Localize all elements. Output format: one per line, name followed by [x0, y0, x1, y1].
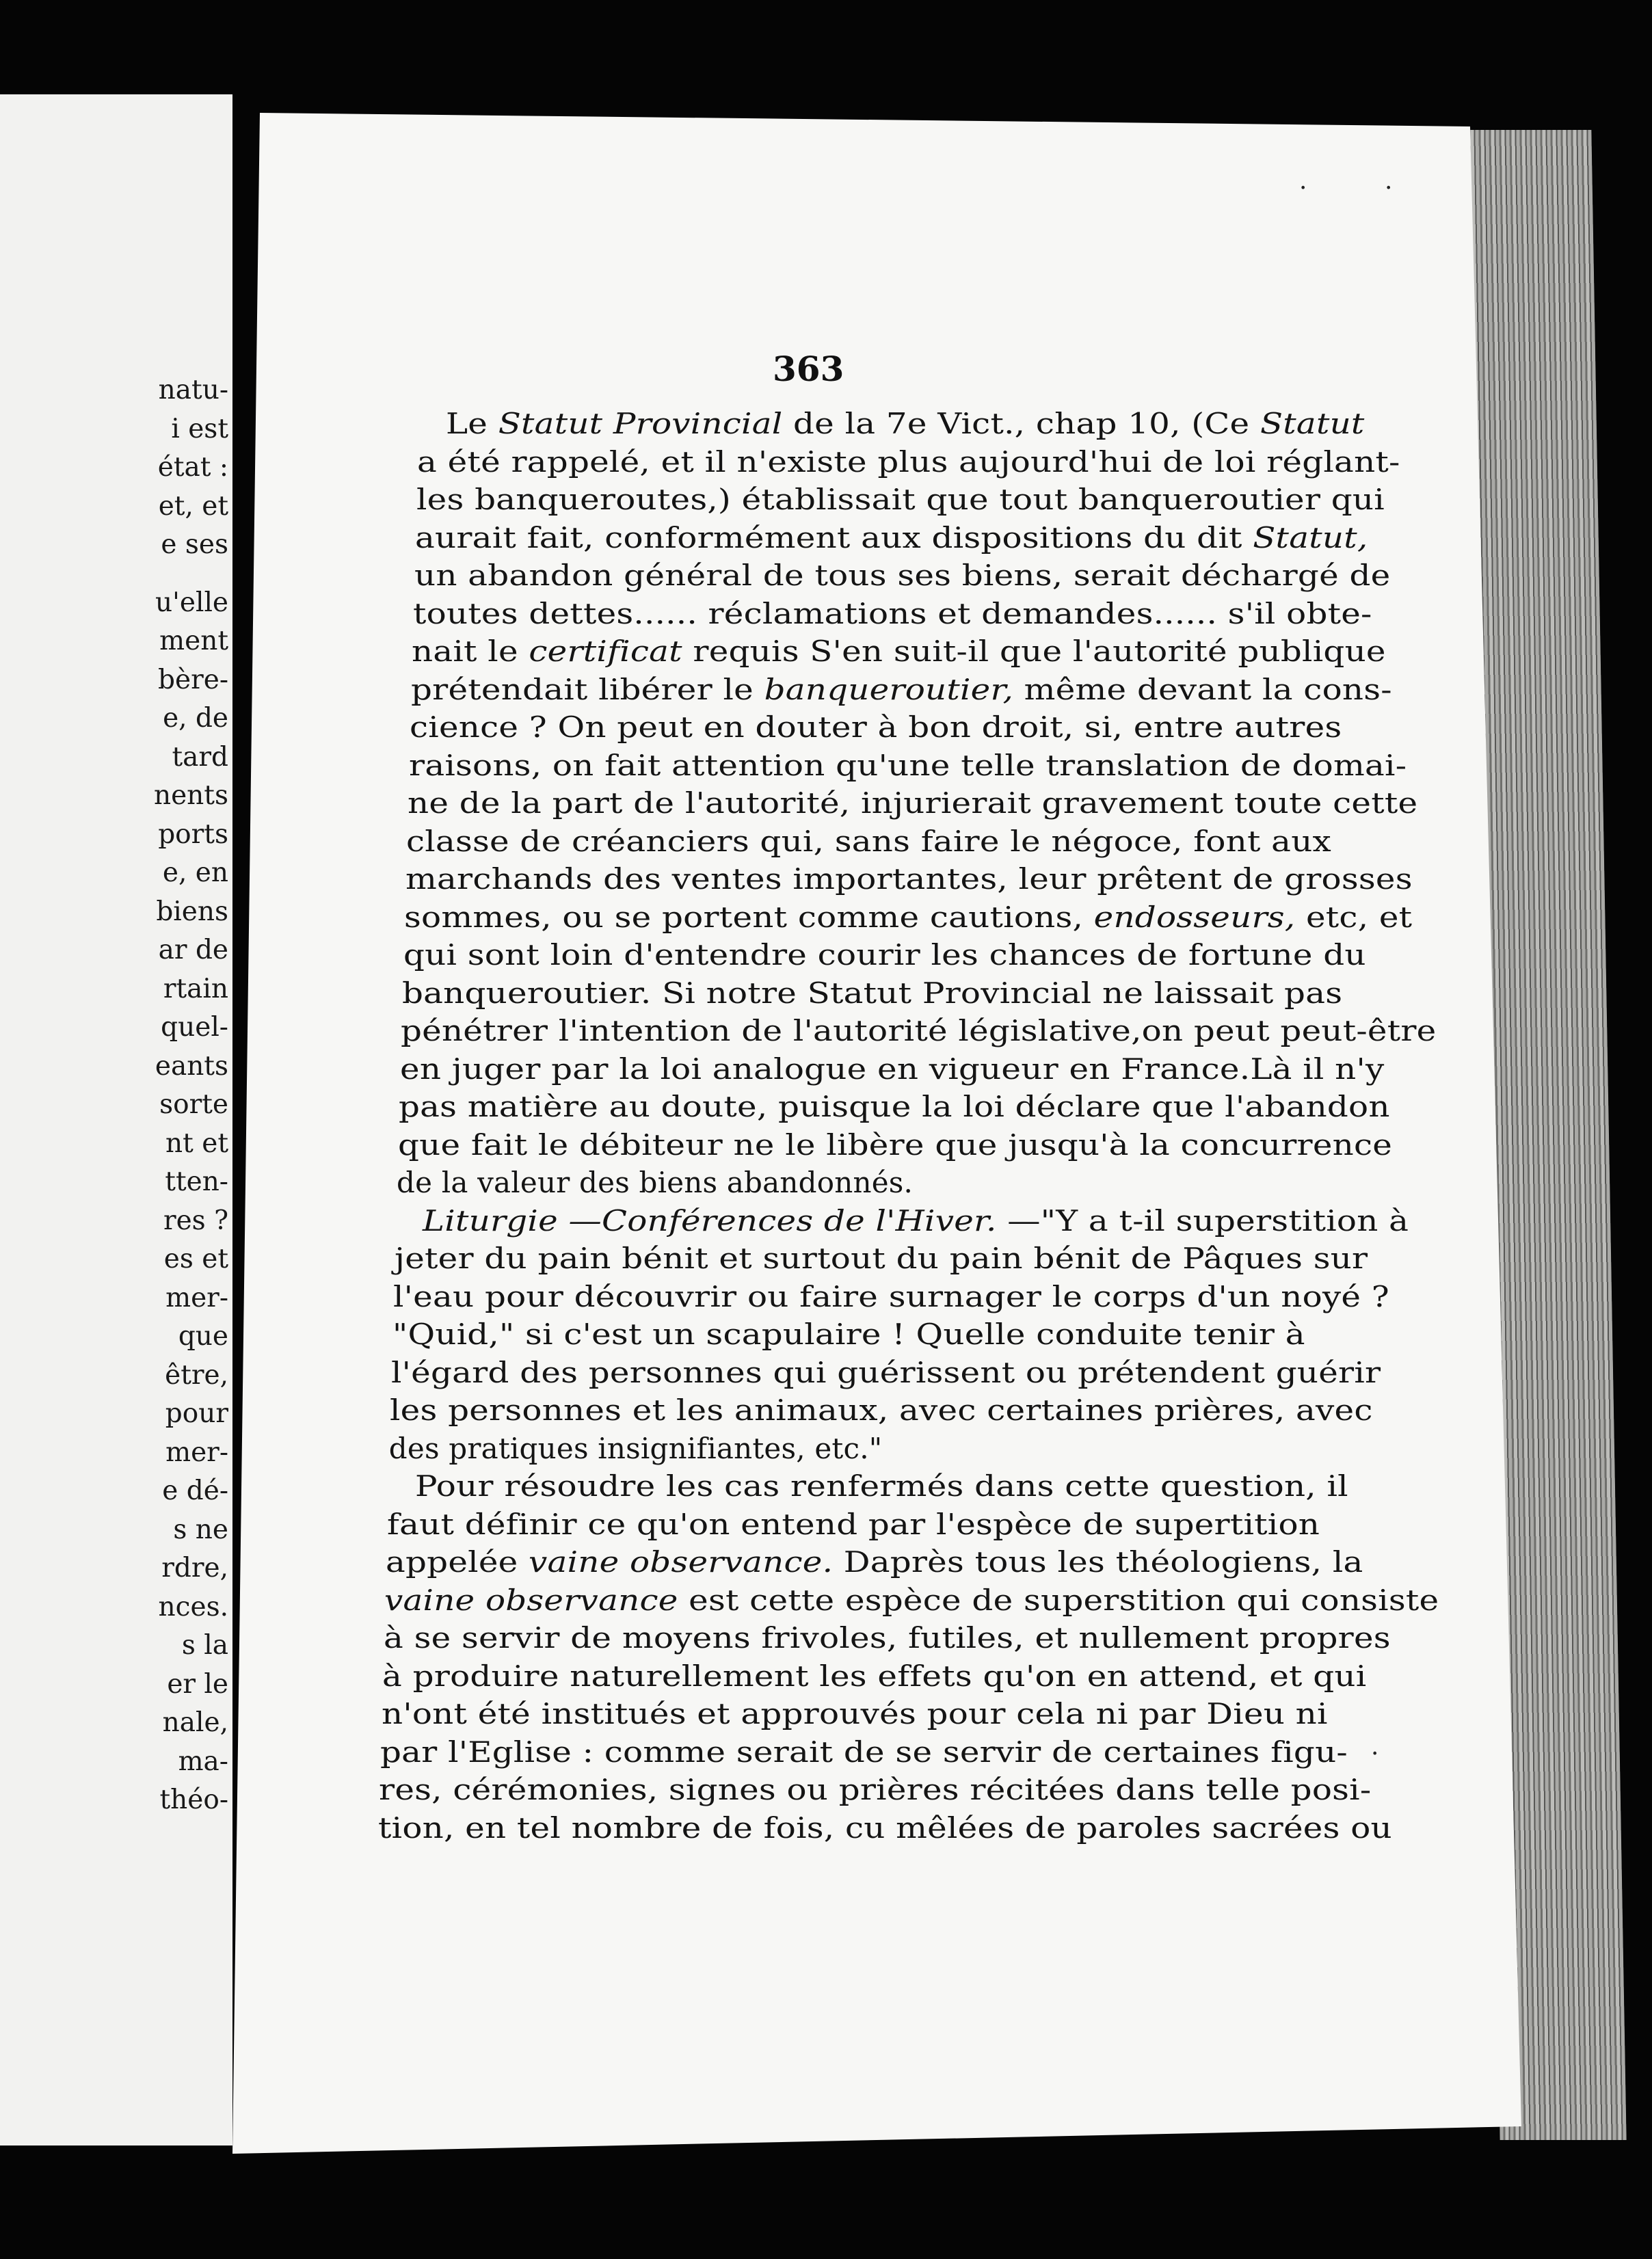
- text-line: [398, 1128, 1392, 1162]
- text-line: [415, 1469, 1348, 1503]
- text-run: toutes dettes...... réclamations et demandes...... s'il obte-: [413, 596, 1372, 630]
- left-page-line: pour: [165, 1398, 228, 1429]
- italic-text-run: banqueroutier,: [764, 672, 1013, 706]
- text-run: par l'Eglise : comme serait de se servir de certaines figu-: [380, 1735, 1348, 1769]
- text-line: [446, 407, 1365, 440]
- page-number: 363: [773, 349, 844, 389]
- text-line: [382, 1697, 1328, 1730]
- text-run: classe de créanciers qui, sans faire le négoce, font aux: [406, 824, 1332, 858]
- text-run: à produire naturellement les effets qu'on en attend, et qui: [382, 1659, 1367, 1693]
- text-line: [382, 1659, 1366, 1693]
- left-page-line: s ne: [173, 1514, 228, 1545]
- text-run: pas matière au doute, puisque la loi déclare que l'abandon: [399, 1090, 1390, 1123]
- left-page-line: es et: [163, 1244, 228, 1274]
- left-page-line: res ?: [163, 1205, 228, 1236]
- left-page-line: rtain: [163, 973, 228, 1004]
- left-page-line: théo-: [159, 1785, 228, 1815]
- text-line: [411, 673, 1392, 706]
- italic-text-run: vaine observance: [384, 1583, 678, 1617]
- left-page-line: nt et: [165, 1127, 228, 1159]
- text-line: [386, 1545, 1363, 1579]
- text-line: [393, 1280, 1389, 1313]
- text-line: [390, 1393, 1373, 1427]
- text-run: tion, en tel nombre de fois, cu mêlées de paroles sacrées ou: [377, 1810, 1392, 1845]
- left-page-line: biens: [156, 896, 228, 927]
- text-line: [415, 521, 1368, 554]
- previous-page-fragment: [0, 94, 232, 2146]
- text-line: [413, 597, 1372, 630]
- text-line: [400, 1052, 1385, 1086]
- text-run: appelée: [386, 1545, 529, 1579]
- text-run: —"Y a t-il superstition à: [997, 1203, 1409, 1238]
- text-line: [397, 1166, 913, 1199]
- text-line: [410, 710, 1342, 744]
- left-page-line: nces.: [158, 1591, 228, 1622]
- text-line: [423, 1204, 1409, 1238]
- italic-text-run: Statut Provincial: [498, 407, 783, 440]
- text-line: [403, 938, 1366, 972]
- left-page-line: i est: [171, 413, 228, 444]
- text-run: pénétrer l'intention de l'autorité législative,on peut peut-être: [401, 1014, 1437, 1047]
- text-run: les banqueroutes,) établissait que tout banqueroutier qui: [416, 483, 1385, 516]
- scan-speck: ·: [1385, 174, 1393, 202]
- text-line: [401, 1014, 1436, 1047]
- italic-text-run: Statut: [1260, 407, 1365, 440]
- text-run: même devant la cons-: [1013, 672, 1392, 706]
- text-line: [389, 1432, 882, 1465]
- left-page-line: ment: [159, 626, 228, 656]
- text-line: [384, 1621, 1391, 1655]
- left-page-line: e ses: [161, 529, 228, 560]
- scan-speck: ·: [1371, 1740, 1379, 1768]
- text-run: qui sont loin d'entendre courir les chances de fortune du: [403, 938, 1366, 972]
- italic-text-run: endosseurs,: [1093, 900, 1296, 934]
- text-line: [408, 786, 1417, 820]
- text-run: est cette espèce de superstition qui consiste: [678, 1583, 1439, 1617]
- text-line: [387, 1508, 1320, 1541]
- text-run: sommes, ou se portent comme cautions,: [404, 900, 1094, 934]
- italic-text-run: Statut,: [1253, 520, 1368, 554]
- text-line: [380, 1735, 1348, 1769]
- text-run: que fait le débiteur ne le libère que jusqu'à la concurrence: [397, 1127, 1392, 1162]
- text-run: ne de la part de l'autorité, injurierait gravement toute cette: [408, 786, 1418, 820]
- text-run: jeter du pain bénit et surtout du pain bénit de Pâques sur: [394, 1242, 1368, 1275]
- left-page-line: natu-: [158, 375, 228, 405]
- text-run: l'eau pour découvrir ou faire surnager le corps d'un noyé ?: [393, 1279, 1390, 1313]
- left-page-line: ports: [158, 818, 228, 850]
- text-line: [414, 559, 1390, 592]
- text-line: [402, 976, 1342, 1010]
- text-run: raisons, on fait attention qu'une telle translation de domai-: [408, 748, 1407, 782]
- text-run: cience ? On peut en douter à bon droit, si, entre autres: [410, 710, 1342, 744]
- text-run: Le: [446, 407, 498, 440]
- text-line: [416, 483, 1385, 516]
- left-page-line: e, en: [162, 857, 228, 888]
- text-run: n'ont été institués et approuvés pour cela ni par Dieu ni: [381, 1697, 1328, 1730]
- left-page-line: nents: [153, 780, 228, 811]
- italic-text-run: certificat: [529, 634, 683, 668]
- text-run: etc, et: [1295, 900, 1413, 934]
- left-page-line: er le: [167, 1668, 228, 1700]
- text-run: banqueroutier. Si notre Statut Provincial ne laissait pas: [402, 976, 1343, 1010]
- text-line: [384, 1583, 1439, 1617]
- text-line: [417, 445, 1400, 479]
- text-run: "Quid," si c'est un scapulaire ! Quelle conduite tenir à: [392, 1318, 1305, 1351]
- italic-text-run: vaine observance.: [529, 1545, 834, 1579]
- text-run: a été rappelé, et il n'existe plus aujourd'hui de loi réglant-: [417, 444, 1400, 479]
- left-page-line: s la: [181, 1630, 228, 1661]
- left-page-line: ma-: [178, 1746, 228, 1777]
- left-page-line: tten-: [165, 1166, 228, 1197]
- left-page-line: bère-: [158, 664, 228, 695]
- text-run: requis S'en suit-il que l'autorité publique: [682, 634, 1387, 668]
- text-line: [399, 1090, 1390, 1123]
- left-page-line: e, de: [163, 703, 228, 734]
- left-page-line: nale,: [162, 1707, 228, 1738]
- text-run: aurait fait, conformément aux dispositions du dit: [415, 520, 1253, 554]
- left-page-line: être,: [165, 1359, 228, 1391]
- left-page-line: rdre,: [161, 1553, 228, 1583]
- left-page-line: état :: [157, 452, 228, 483]
- text-line: [412, 634, 1386, 668]
- text-run: nait le: [412, 634, 529, 668]
- left-page-line: eants: [155, 1050, 228, 1082]
- text-run: l'égard des personnes qui guérissent ou prétendent guérir: [391, 1355, 1381, 1389]
- scan-speck: ·: [1299, 174, 1307, 202]
- text-run: à se servir de moyens frivoles, futiles, et nullement propres: [383, 1621, 1391, 1655]
- left-page-line: e dé-: [162, 1475, 228, 1506]
- text-line: [409, 749, 1407, 782]
- left-page-line: tard: [172, 741, 228, 773]
- left-page-line: que: [178, 1321, 228, 1352]
- left-page-line: u'elle: [155, 587, 228, 618]
- text-run: les personnes et les animaux, avec certaines prières, avec: [390, 1393, 1374, 1427]
- text-run: de la valeur des biens abandonnés.: [397, 1166, 914, 1199]
- text-line: [379, 1773, 1371, 1806]
- text-run: marchands des ventes importantes, leur prêtent de grosses: [405, 862, 1413, 896]
- text-run: Daprès tous les théologiens, la: [833, 1545, 1363, 1579]
- text-run: faut définir ce qu'on entend par l'espèce de supertition: [386, 1507, 1320, 1541]
- left-page-line: et, et: [158, 490, 228, 522]
- left-page-line: mer-: [165, 1436, 228, 1468]
- text-run: un abandon général de tous ses biens, serait déchargé de: [414, 559, 1391, 592]
- text-line: [406, 825, 1331, 858]
- text-line: [395, 1242, 1368, 1275]
- text-run: prétendait libérer le: [410, 672, 764, 706]
- text-run: de la 7e Vict., chap 10, (Ce: [782, 407, 1260, 440]
- text-run: res, cérémonies, signes ou prières récitées dans telle posi-: [379, 1773, 1372, 1806]
- text-line: [404, 900, 1412, 934]
- left-page-line: quel-: [161, 1012, 228, 1043]
- left-page-line: mer-: [165, 1282, 228, 1313]
- text-run: en juger par la loi analogue en vigueur en France.Là il n'y: [399, 1052, 1385, 1086]
- italic-text-run: Liturgie —Conférences de l'Hiver.: [423, 1203, 998, 1238]
- text-line: [392, 1318, 1305, 1351]
- text-run: des pratiques insignifiantes, etc.": [388, 1431, 883, 1465]
- text-line: [405, 862, 1413, 896]
- text-run: Pour résoudre les cas renfermés dans cette question, il: [415, 1469, 1349, 1503]
- left-page-line: ar de: [158, 935, 228, 965]
- text-line: [391, 1356, 1381, 1389]
- left-page-line: sorte: [159, 1089, 228, 1120]
- text-line: [378, 1811, 1392, 1845]
